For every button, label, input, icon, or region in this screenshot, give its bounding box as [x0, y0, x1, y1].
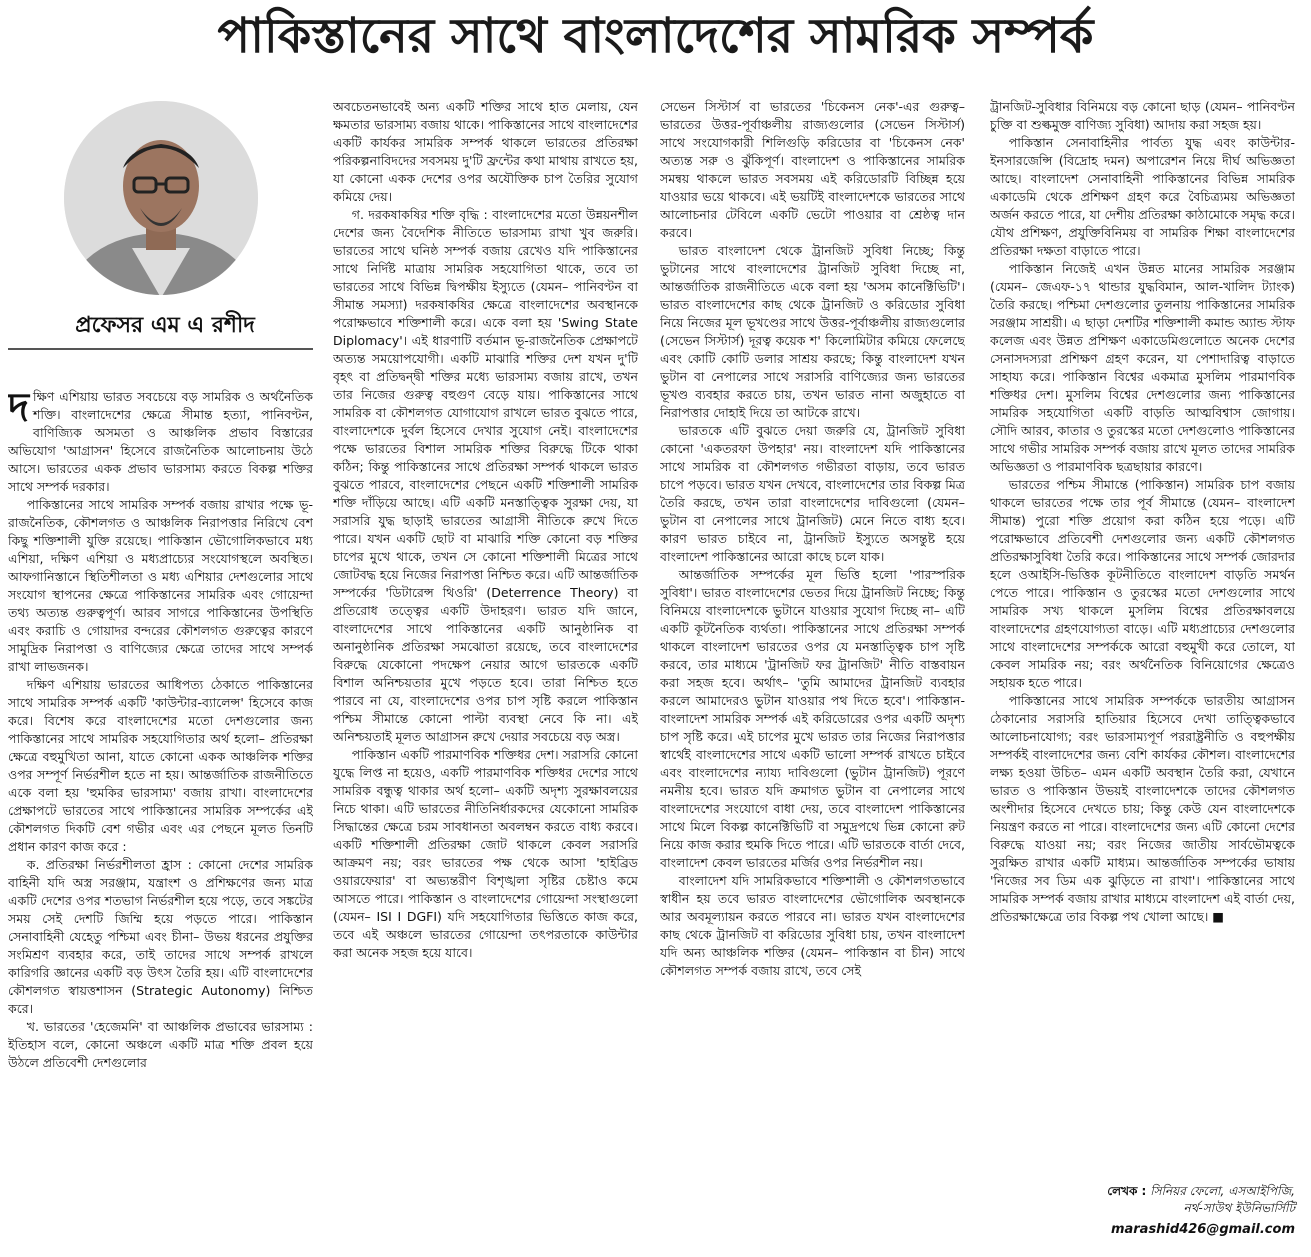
author-name: প্রফেসর এম এ রশীদ [75, 313, 255, 338]
paragraph: ক. প্রতিরক্ষা নির্ভরশীলতা হ্রাস : কোনো দেশের সামরিক বাহিনী যদি অস্ত্র সরঞ্জাম, যন্ত্রাংশ ও প্রশিক্ষণের জন্য মাত্র একটি দেশের ওপর শতভাগ নির্ভরশীল হয়ে পড়ে, তবে সঙ্কটের সময় সেই দেশটি জিম্মি হয়ে পড়তে পারে। পাকিস্তান সেনাবাহিনী যেহেতু পশ্চিমা এবং চীনা– উভয় ধরনের প্রযুক্তির সংমিশ্রণ ব্যবহার করে, তাই তাদের সাথে সম্পর্ক রাখলে কারিগরি জ্ঞানের একটি বড় উৎস তৈরি হয়। এটি বাংলাদেশের কৌশলগত স্বায়ত্তশাসন (Strategic Autonomy) নিশ্চিত করে। [8, 857, 313, 1016]
paragraph: ভারতের পশ্চিম সীমান্তে (পাকিস্তান) সামরিক চাপ বজায় থাকলে ভারতের পক্ষে তার পূর্ব সীমান্তে (যেমন– বাংলাদেশ সীমান্ত) পুরো শক্তি প্রয়োগ করা কঠিন হয়ে পড়ে। এটি পরোক্ষভাবে প্রতিবেশী দেশগুলোর জন্য একটি কৌশলগত প্রতিরক্ষাসুবিধা তৈরি করে। পাকিস্তানের সাথে সম্পর্ক জোরদার হলে ওআইসি-ভিত্তিক কূটনীতিতে বাংলাদেশ বাড়তি সমর্থন পেতে পারে। পাকিস্তান ও তুরস্কের মতো দেশগুলোর সাথে সামরিক সখ্য থাকলে মুসলিম বিশ্বের প্রতিরক্ষাবলয়ে বাংলাদেশের গ্রহণযোগ্যতা বাড়ে। এটি মধ্যপ্রাচ্যের দেশগুলোর সাথে বাংলাদেশের সম্পর্ককে আরো বহুমুখী করে তোলে, যা কেবল সামরিক নয়; বরং অর্থনৈতিক বিনিয়োগের ক্ষেত্রেও সহায়ক হতে পারে। [990, 477, 1295, 690]
byline-label: লেখক : [1107, 1184, 1147, 1198]
paragraph: দক্ষিণ এশিয়ায় ভারতের আধিপত্য ঠেকাতে পাকিস্তানের সাথে সামরিক সম্পর্ক একটি 'কাউন্টার-ব্যালেন্স' হিসেবে কাজ করে। বিশেষ করে বাংলাদেশের মতো দেশগুলোর জন্য পাকিস্তানের সাথে সামরিক সহযোগিতার অর্থ হলো– প্রতিরক্ষা ক্ষেত্রে বহুমুখিতা আনা, যাতে কোনো একক আঞ্চলিক শক্তির ওপর সম্পূর্ণ নির্ভরশীল হতে না হয়। আন্তর্জাতিক রাজনীতিতে একে বলা হয় 'হুমকির ভারসাম্য' বজায় রাখা। বাংলাদেশের প্রেক্ষাপটে ভারতের সাথে পাকিস্তানের সামরিক সম্পর্কের এই কৌশলগত দিকটি বেশ গভীর এবং এর পেছনে মূলত তিনটি প্রধান কারণ কাজ করে : [8, 677, 313, 854]
headline: পাকিস্তানের সাথে বাংলাদেশের সামরিক সম্পর্ক [217, 8, 1094, 64]
column-2 [333, 98, 638, 1244]
paragraph: বাংলাদেশ যদি সামরিকভাবে শক্তিশালী ও কৌশলগতভাবে স্বাধীন হয় তবে ভারত বাংলাদেশের ভৌগোলিক অবস্থানকে আর অবমূল্যায়ন করতে পারবে না। ভারত যখন বাংলাদেশের কাছ থেকে ট্রানজিট বা করিডোর সুবিধা চায়, তখন বাংলাদেশ যদি অন্য আঞ্চলিক শক্তির (যেমন– পাকিস্তান বা চীন) সাথে কৌশলগত সম্পর্ক বজায় রাখে, তবে সেই [660, 873, 965, 978]
paragraph: অবচেতনভাবেই অন্য একটি শক্তির সাথে হাত মেলায়, যেন ক্ষমতার ভারসাম্য বজায় থাকে। পাকিস্তানের সাথে বাংলাদেশের একটি কার্যকর সামরিক সম্পর্ক থাকলে ভারতের প্রতিরক্ষা পরিকল্পনাবিদদের সবসময় দু'টি ফ্রন্টের কথা মাথায় রাখতে হয়, যা কোনো একক দেশের ওপর অযৌক্তিক চাপ তৈরির সুযোগ কমিয়ে দেয়। [333, 99, 638, 204]
author-byline [1000, 1183, 1295, 1217]
paragraph: খ. ভারতের 'হেজেমনি' বা আঞ্চলিক প্রভাবের ভারসাম্য : ইতিহাস বলে, কোনো অঞ্চলে একটি মাত্র শক্তি প্রবল হয়ে উঠলে প্রতিবেশী দেশগুলোর [8, 1019, 313, 1070]
paragraph: আন্তর্জাতিক সম্পর্কের মূল ভিত্তি হলো 'পারস্পরিক সুবিধা'। ভারত বাংলাদেশের ভেতর দিয়ে ট্রানজিট নিচ্ছে; কিন্তু বিনিময়ে বাংলাদেশকে ভুটানে যাওয়ার সুযোগ দিচ্ছে না– এটি একটি কূটনৈতিক ব্যর্থতা। পাকিস্তানের সাথে প্রতিরক্ষা সম্পর্ক থাকলে বাংলাদেশ ভারতের ওপর যে মনস্তাত্ত্বিক চাপ সৃষ্টি করবে, তার মাধ্যমে 'ট্রানজিট ফর ট্রানজিট' নীতি বাস্তবায়ন করা সহজ হবে। অর্থাৎ– 'তুমি আমাদের ট্রানজিট ব্যবহার করলে আমাদেরও ভুটান যাওয়ার পথ দিতে হবে'। পাকিস্তান-বাংলাদেশ সামরিক সম্পর্ক এই করিডোরের ওপর একটি অদৃশ্য চাপ সৃষ্টি করে। এই চাপের মুখে ভারত তার নিজের নিরাপত্তার স্বার্থেই বাংলাদেশের সাথে একটি ভালো সম্পর্ক রাখতে চাইবে এবং বাংলাদেশের ন্যায্য দাবিগুলো (ভুটান ট্রানজিট) পূরণে নমনীয় হবে। ভারত যদি ক্রমাগত ভুটান বা নেপালের সাথে বাংলাদেশের সংযোগে বাধা দেয়, তবে বাংলাদেশ পাকিস্তানের সাথে মিলে বিকল্প কানেক্টিভিটি বা সমুদ্রপথে ভিন্ন কোনো রুট নিয়ে কাজ করার হুমকি দিতে পারে। এটি ভারতকে বার্তা দেবে, বাংলাদেশ কেবল ভারতের মর্জির ওপর নির্ভরশীল নয়। [660, 567, 965, 870]
byline-line1: সিনিয়র ফেলো, এসআইপিজি, [1150, 1184, 1295, 1198]
paragraph [8, 388, 313, 496]
byline-line2: নর্থ-সাউথ ইউনিভার্সিটি [1183, 1201, 1295, 1215]
column-1 [8, 388, 313, 1203]
paragraph: পাকিস্তানের সাথে সামরিক সম্পর্ক বজায় রাখার পক্ষে ভূ-রাজনৈতিক, কৌশলগত ও আঞ্চলিক নিরাপত্তার নিরিখে বেশ কিছু শক্তিশালী যুক্তি রয়েছে। পাকিস্তান ভৌগোলিকভাবে মধ্য এশিয়া, দক্ষিণ এশিয়া ও মধ্যপ্রাচ্যের সংযোগস্থলে অবস্থিত। আফগানিস্তানে স্থিতিশীলতা ও মধ্য এশিয়ার দেশগুলোর সাথে সংযোগ স্থাপনের ক্ষেত্রে পাকিস্তানের সামরিক এবং গোয়েন্দা তথ্য অত্যন্ত গুরুত্বপূর্ণ। আরব সাগরে পাকিস্তানের উপস্থিতি এবং করাচি ও গোয়াদর বন্দরের কৌশলগত গুরুত্বের কারণে সামুদ্রিক নিরাপত্তা ও বাণিজ্যের ক্ষেত্রে তাদের সাথে সম্পর্ক রাখা লাভজনক। [8, 497, 313, 674]
author-portrait-icon [62, 98, 260, 298]
paragraph: ভারতকে এটি বুঝতে দেয়া জরুরি যে, ট্রানজিট সুবিধা কোনো 'একতরফা উপহার' নয়। বাংলাদেশ যদি পাকিস্তানের সাথে সামরিক বা কৌশলগত গভীরতা বাড়ায়, তবে ভারত চাপে পড়বে। ভারত যখন দেখবে, বাংলাদেশের তার বিকল্প মিত্র তৈরি করছে, তখন তারা বাংলাদেশের দাবিগুলো (যেমন– ভুটান বা নেপালের সাথে ট্রানজিট) মেনে নিতে বাধ্য হবে। কারণ ভারত চাইবে না, ট্রানজিট ইস্যুতে অসন্তুষ্ট হয়ে বাংলাদেশ পাকিস্তানের আরো কাছে চলে যাক। [660, 423, 965, 564]
paragraph-text: ক্ষিণ এশিয়ায় ভারত সবচেয়ে বড় সামরিক ও অর্থনৈতিক শক্তি। বাংলাদেশের ক্ষেত্রে সীমান্ত হত্যা, পানিবণ্টন, বাণিজ্যিক অসমতা ও আঞ্চলিক প্রভাব বিস্তারের অভিযোগ 'আগ্রাসন' হিসেবে রাজনৈতিক আলোচনায় উঠে আসে। ভারতের একক প্রভাব ভারসাম্য করতে বিকল্প শক্তির সাথে সম্পর্ক দরকার। [8, 389, 313, 494]
paragraph: ভারত বাংলাদেশ থেকে ট্রানজিট সুবিধা নিচ্ছে; কিন্তু ভুটানের সাথে বাংলাদেশের ট্রানজিট সুবিধা দিচ্ছে না, আন্তর্জাতিক রাজনীতিতে একে বলা হয় 'অসম কানেক্টিভিটি'। ভারত বাংলাদেশের কাছ থেকে ট্রানজিট ও করিডোর সুবিধা নিয়ে নিজের মূল ভূখণ্ডের সাথে উত্তর-পূর্বাঞ্চলীয় রাজ্যগুলোর (সেভেন সিস্টার্স) দূরত্ব কয়েক শ' কিলোমিটার কমিয়ে ফেলেছে এবং কোটি কোটি ডলার সাশ্রয় করছে; কিন্তু বাংলাদেশ যখন ভুটান বা নেপালের সাথে সরাসরি বাণিজ্যের জন্য ভারতের ভূখণ্ড ব্যবহার করতে চায়, তখন ভারত নানা অজুহাতে বা নিরাপত্তার দোহাই দিয়ে তা আটকে রাখে। [660, 243, 965, 420]
dropcap: দ [8, 388, 30, 431]
paragraph: ট্রানজিট-সুবিধার বিনিময়ে বড় কোনো ছাড় (যেমন– পানিবণ্টন চুক্তি বা শুল্কমুক্ত বাণিজ্য সুবিধা) আদায় করা সহজ হয়। [990, 99, 1295, 132]
paragraph: পাকিস্তানের সাথে সামরিক সম্পর্ককে ভারতীয় আগ্রাসন ঠেকানোর সরাসরি হাতিয়ার হিসেবে দেখা তাত্ত্বিকভাবে আলোচনাযোগ্য; বরং ভারসাম্যপূর্ণ পররাষ্ট্রনীতি ও বহুপক্ষীয় সম্পর্কই বাংলাদেশের জন্য বেশি কার্যকর কৌশল। বাংলাদেশের লক্ষ্য হওয়া উচিত– এমন একটি অবস্থান তৈরি করা, যেখানে ভারত ও পাকিস্তান উভয়ই বাংলাদেশকে তাদের কৌশলগত অংশীদার হিসেবে দেখতে চায়; কিন্তু কেউ যেন বাংলাদেশকে নিয়ন্ত্রণ করতে না পারে। বাংলাদেশের জন্য এটি কোনো দেশের বিরুদ্ধে যাওয়া নয়; বরং নিজের জাতীয় সার্বভৌমত্বকে সুরক্ষিত রাখার একটি মাধ্যম। আন্তর্জাতিক সম্পর্কের ভাষায় 'নিজের সব ডিম এক ঝুড়িতে না রাখা'। পাকিস্তানের সাথে সামরিক সম্পর্ক বজায় রাখার মাধ্যমে বাংলাদেশ এই বার্তা দেয়, প্রতিরক্ষাক্ষেত্রে তার বিকল্প পথ খোলা আছে। ■ [990, 693, 1295, 924]
paragraph: পাকিস্তান সেনাবাহিনীর পার্বত্য যুদ্ধ এবং কাউন্টার-ইনসারজেন্সি (বিদ্রোহ দমন) অপারেশন নিয়ে দীর্ঘ অভিজ্ঞতা আছে। বাংলাদেশ সেনাবাহিনী পাকিস্তানের বিভিন্ন সামরিক একাডেমি থেকে প্রশিক্ষণ গ্রহণ করে বৈচিত্র্যময় অভিজ্ঞতা অর্জন করতে পারে, যা দেশীয় প্রতিরক্ষা কাঠামোকে সমৃদ্ধ করে। যৌথ প্রশিক্ষণ, প্রযুক্তিবিনিময় বা সামরিক শিক্ষা বাংলাদেশের প্রতিরক্ষা দক্ষতা বাড়াতে পারে। [990, 135, 1295, 258]
paragraph: সেভেন সিস্টার্স বা ভারতের 'চিকেনস নেক'-এর গুরুত্ব– ভারতের উত্তর-পূর্বাঞ্চলীয় রাজ্যগুলোর (সেভেন সিস্টার্স) সাথে সংযোগকারী শিলিগুড়ি করিডোর বা 'চিকেনস নেক' অত্যন্ত সরু ও ঝুঁকিপূর্ণ। বাংলাদেশ ও পাকিস্তানের সামরিক সমন্বয় থাকলে ভারত সবসময় এই করিডোরটি বিচ্ছিন্ন হয়ে যাওয়ার ভয়ে থাকবে। এই ভয়টিই বাংলাদেশকে ভারতের সাথে আলোচনার টেবিলে একটি ভেটো পাওয়ার বা শ্রেষ্ঠত্ব দান করবে। [660, 99, 965, 240]
column-4 [990, 98, 1295, 1178]
paragraph: গ. দরকষাকষির শক্তি বৃদ্ধি : বাংলাদেশের মতো উন্নয়নশীল দেশের জন্য বৈদেশিক নীতিতে ভারসাম্য রাখা খুব জরুরি। ভারতের সাথে ঘনিষ্ঠ সম্পর্ক বজায় রেখেও যদি পাকিস্তানের সাথে নির্দিষ্ট মাত্রায় সামরিক সহযোগিতা থাকে, তবে তা ভারতের সাথে বিভিন্ন দ্বিপক্ষীয় ইস্যুতে (যেমন– পানিবণ্টন বা সীমান্ত সমস্যা) দরকষাকষির ক্ষেত্রে বাংলাদেশের অবস্থানকে পরোক্ষভাবে শক্তিশালী করে। একে বলা হয় 'Swing State Diplomacy'। এই ধারণাটি বর্তমান ভূ-রাজনৈতিক প্রেক্ষাপটে অত্যন্ত সময়োপযোগী। একটি মাঝারি শক্তির দেশ যখন দু'টি বৃহৎ বা প্রতিদ্বন্দ্বী শক্তির মধ্যে ভারসাম্য বজায় রাখে, তখন তার নিজের গুরুত্ব বহুগুণ বেড়ে যায়। পাকিস্তানের সাথে সামরিক বা কৌশলগত যোগাযোগ রাখলে ভারত বুঝতে পারে, বাংলাদেশকে দুর্বল হিসেবে দেখার সুযোগ নেই। বাংলাদেশের পক্ষে ভারতের বিশাল সামরিক শক্তির বিরুদ্ধে টিকে থাকা কঠিন; কিন্তু পাকিস্তানের সাথে প্রতিরক্ষা সম্পর্ক থাকলে ভারত বুঝতে পারবে, বাংলাদেশের পেছনে একটি শক্তিশালী সামরিক শক্তি দাঁড়িয়ে আছে। এটি একটি মনস্তাত্ত্বিক সুরক্ষা দেয়, যা সরাসরি যুদ্ধ ছাড়াই ভারতের আগ্রাসী নীতিকে রুখে দিতে পারে। যখন একটি ছোট বা মাঝারি শক্তি কোনো বড় শক্তির চাপের মুখে থাকে, তখন সে কোনো শক্তিশালী মিত্রের সাথে জোটবদ্ধ হয়ে নিজের নিরাপত্তা নিশ্চিত করে। এটি আন্তর্জাতিক সম্পর্কের 'ডিটারেন্স থিওরি' (Deterrence Theory) বা প্রতিরোধ তত্ত্বের একটি উদাহরণ। ভারত যদি জানে, বাংলাদেশের সাথে পাকিস্তানের একটি আনুষ্ঠানিক বা অনানুষ্ঠানিক প্রতিরক্ষা সমঝোতা রয়েছে, তবে বাংলাদেশের বিরুদ্ধে যেকোনো পদক্ষেপ নেয়ার আগে ভারতকে একটি বিশাল অনিশ্চয়তার মুখে পড়তে হবে। তারা নিশ্চিত হতে পারবে না যে, বাংলাদেশের ওপর চাপ সৃষ্টি করলে পাকিস্তান পশ্চিম সীমান্তে কোনো পাল্টা ব্যবস্থা নেবে কি না। এই অনিশ্চয়তাই মূলত আগ্রাসন রুখে দেয়ার সবচেয়ে বড় অস্ত্র। [333, 207, 638, 744]
paragraph: পাকিস্তান একটি পারমাণবিক শক্তিধর দেশ। সরাসরি কোনো যুদ্ধে লিপ্ত না হয়েও, একটি পারমাণবিক শক্তিধর দেশের সাথে সামরিক বন্ধুত্ব থাকার অর্থ হলো– একটি অদৃশ্য সুরক্ষাবলয়ের নিচে থাকা। এটি ভারতের নীতিনির্ধারকদের যেকোনো সামরিক সিদ্ধান্তের ক্ষেত্রে চরম সাবধানতা অবলম্বন করতে বাধ্য করবে। একটি শক্তিশালী প্রতিরক্ষা জোট থাকলে কেবল সরাসরি আক্রমণ নয়; বরং ভারতের পক্ষ থেকে আসা 'হাইব্রিড ওয়ারফেয়ার' বা অভ্যন্তরীণ বিশৃঙ্খলা সৃষ্টির চেষ্টাও কমে আসতে পারে। পাকিস্তান ও বাংলাদেশের গোয়েন্দা সংস্থাগুলো (যেমন– ISI I DGFI) যদি সহযোগিতার ভিত্তিতে কাজ করে, তবে এই অঞ্চলে ভারতের গোয়েন্দা তৎপরতাকে কাউন্টার করা অনেক সহজ হয়ে যাবে। [333, 747, 638, 960]
author-email: marashid426@gmail.com [1110, 1222, 1295, 1237]
divider [8, 348, 313, 350]
column-3 [660, 98, 965, 1244]
author-photo [62, 98, 260, 298]
paragraph: পাকিস্তান নিজেই এখন উন্নত মানের সামরিক সরঞ্জাম (যেমন– জেএফ-১৭ থান্ডার যুদ্ধবিমান, আল-খালিদ ট্যাংক) তৈরি করছে। পশ্চিমা দেশগুলোর তুলনায় পাকিস্তানের সামরিক সরঞ্জাম সাশ্রয়ী। এ ছাড়া দেশটির শক্তিশালী কমান্ড অ্যান্ড স্টাফ কলেজ এবং উন্নত প্রশিক্ষণ একাডেমিগুলোতে অনেক দেশের সেনাসদস্যরা প্রশিক্ষণ গ্রহণ করেন, যা পেশাদারিত্ব বাড়াতে সাহায্য করে। পাকিস্তান বিশ্বের একমাত্র মুসলিম পারমাণবিক শক্তিধর দেশ। মুসলিম বিশ্বের দেশগুলোর জন্য পাকিস্তানের সামরিক সহযোগিতা একটি বাড়তি আত্মবিশ্বাস জোগায়। সৌদি আরব, কাতার ও তুরস্কের মতো দেশগুলোও পাকিস্তানের সাথে গভীর সামরিক সম্পর্ক বজায় রাখে মূলত তাদের সামরিক অভিজ্ঞতা ও পারমাণবিক ছত্রছায়ার কারণে। [990, 261, 1295, 474]
